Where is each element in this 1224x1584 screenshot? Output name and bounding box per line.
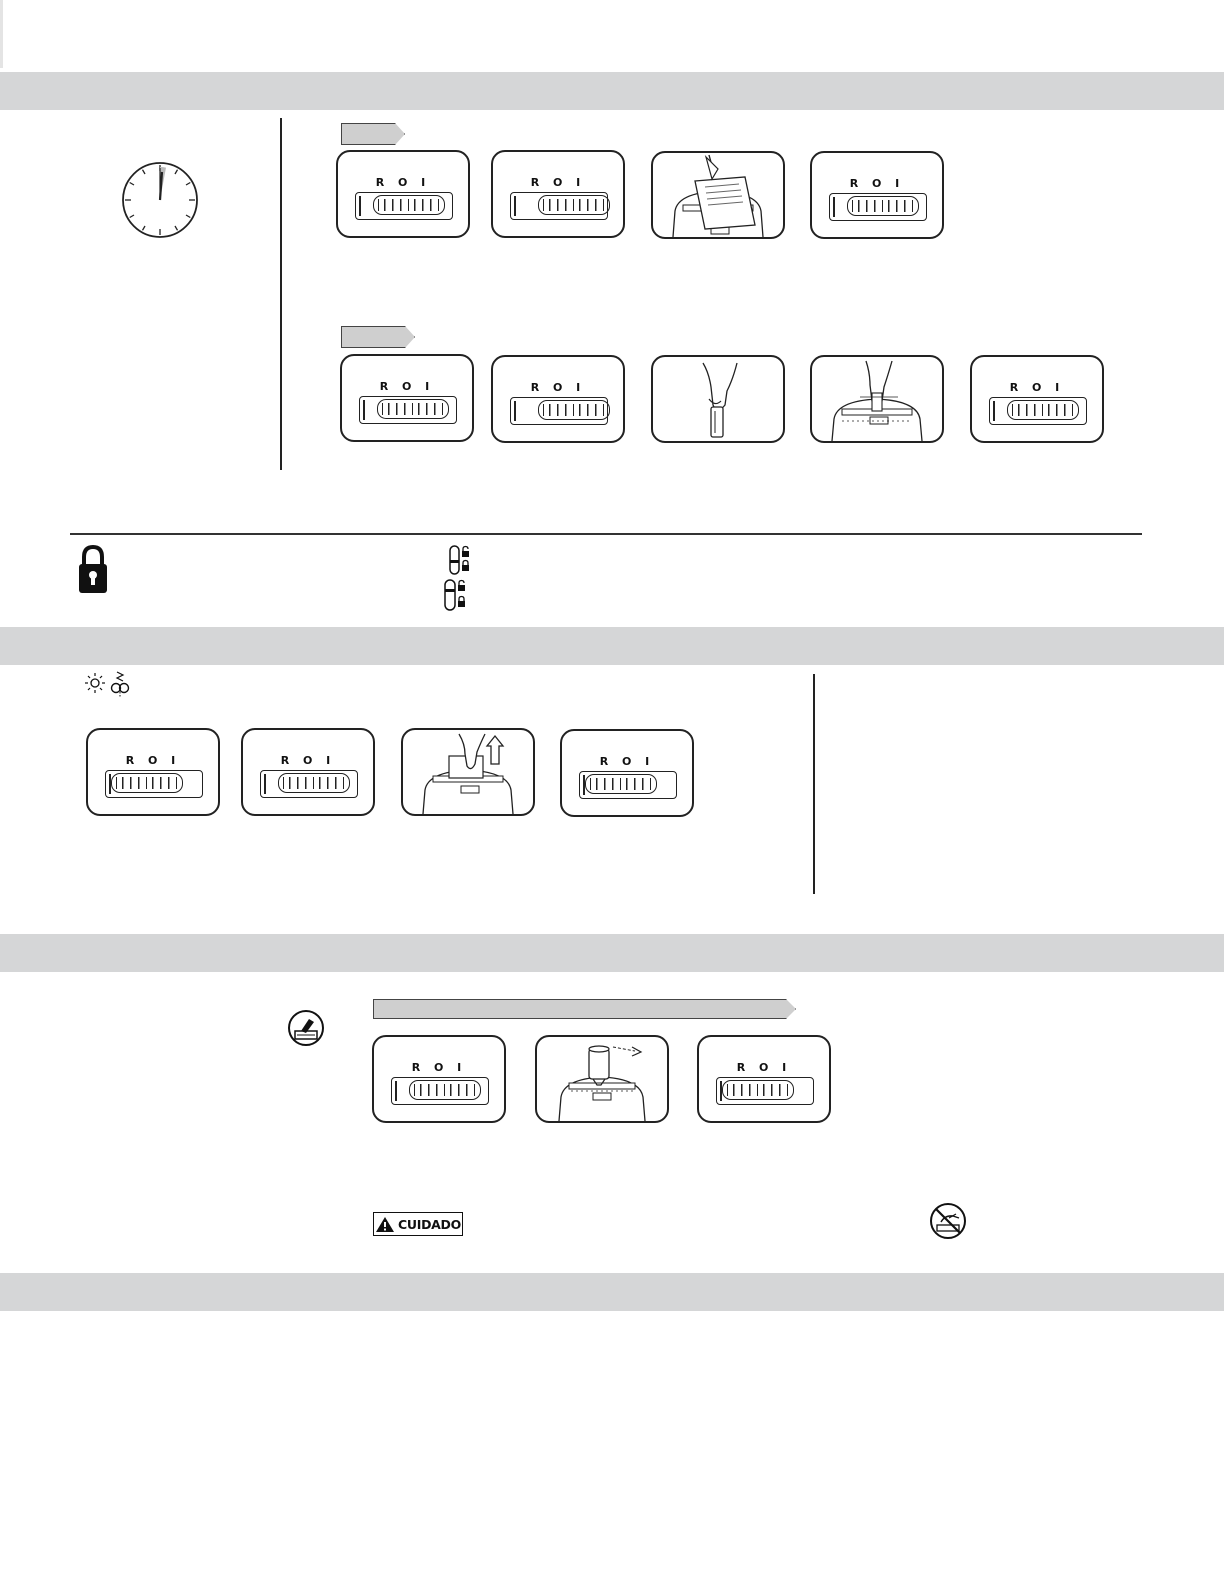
divider-horizontal <box>70 533 1142 535</box>
control-panel <box>560 729 694 817</box>
switch-grip <box>722 1080 794 1100</box>
position-label: R O I <box>125 754 181 767</box>
switch-grip <box>373 195 445 215</box>
position-label: R O I <box>280 754 336 767</box>
step-arrow-1 <box>341 123 405 145</box>
padlock-icon <box>78 544 108 594</box>
slide-switch <box>510 397 608 425</box>
edge-mark <box>0 0 3 68</box>
section-band-1 <box>0 72 1224 110</box>
position-label: R O I <box>375 176 431 189</box>
slide-switch <box>260 770 358 798</box>
lock-switch-icon <box>443 579 467 611</box>
illustration-panel <box>535 1035 669 1123</box>
switch-grip <box>847 196 919 216</box>
switch-grip <box>409 1080 481 1100</box>
switch-grip <box>1007 400 1079 420</box>
warning-triangle-icon <box>375 1216 395 1233</box>
card-feed-illustration <box>812 357 942 441</box>
slide-switch <box>105 770 203 798</box>
slide-switch <box>716 1077 814 1105</box>
switch-grip <box>377 399 449 419</box>
switch-grip <box>538 400 610 420</box>
position-label: R O I <box>530 381 586 394</box>
slide-switch <box>355 192 453 220</box>
switch-grip <box>585 774 657 794</box>
oil-pen-icon <box>287 1009 325 1047</box>
clock-icon <box>120 160 200 240</box>
divider-vertical-mid <box>813 674 815 894</box>
control-panel <box>697 1035 831 1123</box>
sun-motor-icon <box>84 670 134 698</box>
switch-grip <box>538 195 610 215</box>
control-panel <box>810 151 944 239</box>
card-hold-illustration <box>653 357 783 441</box>
caution-label <box>373 1212 463 1236</box>
control-panel <box>241 728 375 816</box>
paper-remove-illustration <box>403 730 533 814</box>
position-label: R O I <box>599 755 655 768</box>
illustration-panel <box>810 355 944 443</box>
slide-switch <box>359 396 457 424</box>
position-label: R O I <box>379 380 435 393</box>
slide-switch <box>829 193 927 221</box>
control-panel <box>491 150 625 238</box>
slide-switch <box>510 192 608 220</box>
no-hand-icon <box>929 1202 967 1240</box>
slide-switch <box>989 397 1087 425</box>
position-label: R O I <box>411 1061 467 1074</box>
section-band-2 <box>0 627 1224 665</box>
switch-grip <box>278 773 350 793</box>
illustration-panel <box>651 355 785 443</box>
step-arrow-3 <box>373 999 796 1019</box>
illustration-panel <box>651 151 785 239</box>
position-label: R O I <box>1009 381 1065 394</box>
switch-grip <box>111 773 183 793</box>
divider-vertical-top <box>280 118 282 470</box>
control-panel <box>86 728 220 816</box>
position-label: R O I <box>530 176 586 189</box>
control-panel <box>970 355 1104 443</box>
slide-switch <box>391 1077 489 1105</box>
position-label: R O I <box>849 177 905 190</box>
lock-switch-icon <box>448 545 472 575</box>
section-band-4 <box>0 1273 1224 1311</box>
oil-sheet-illustration <box>537 1037 667 1121</box>
step-arrow-2 <box>341 326 415 348</box>
illustration-panel <box>401 728 535 816</box>
control-panel <box>372 1035 506 1123</box>
section-band-3 <box>0 934 1224 972</box>
control-panel <box>340 354 474 442</box>
control-panel <box>336 150 470 238</box>
slide-switch <box>579 771 677 799</box>
paper-feed-illustration <box>653 153 783 237</box>
caution-text: CUIDADO <box>398 1216 461 1232</box>
position-label: R O I <box>736 1061 792 1074</box>
control-panel <box>491 355 625 443</box>
